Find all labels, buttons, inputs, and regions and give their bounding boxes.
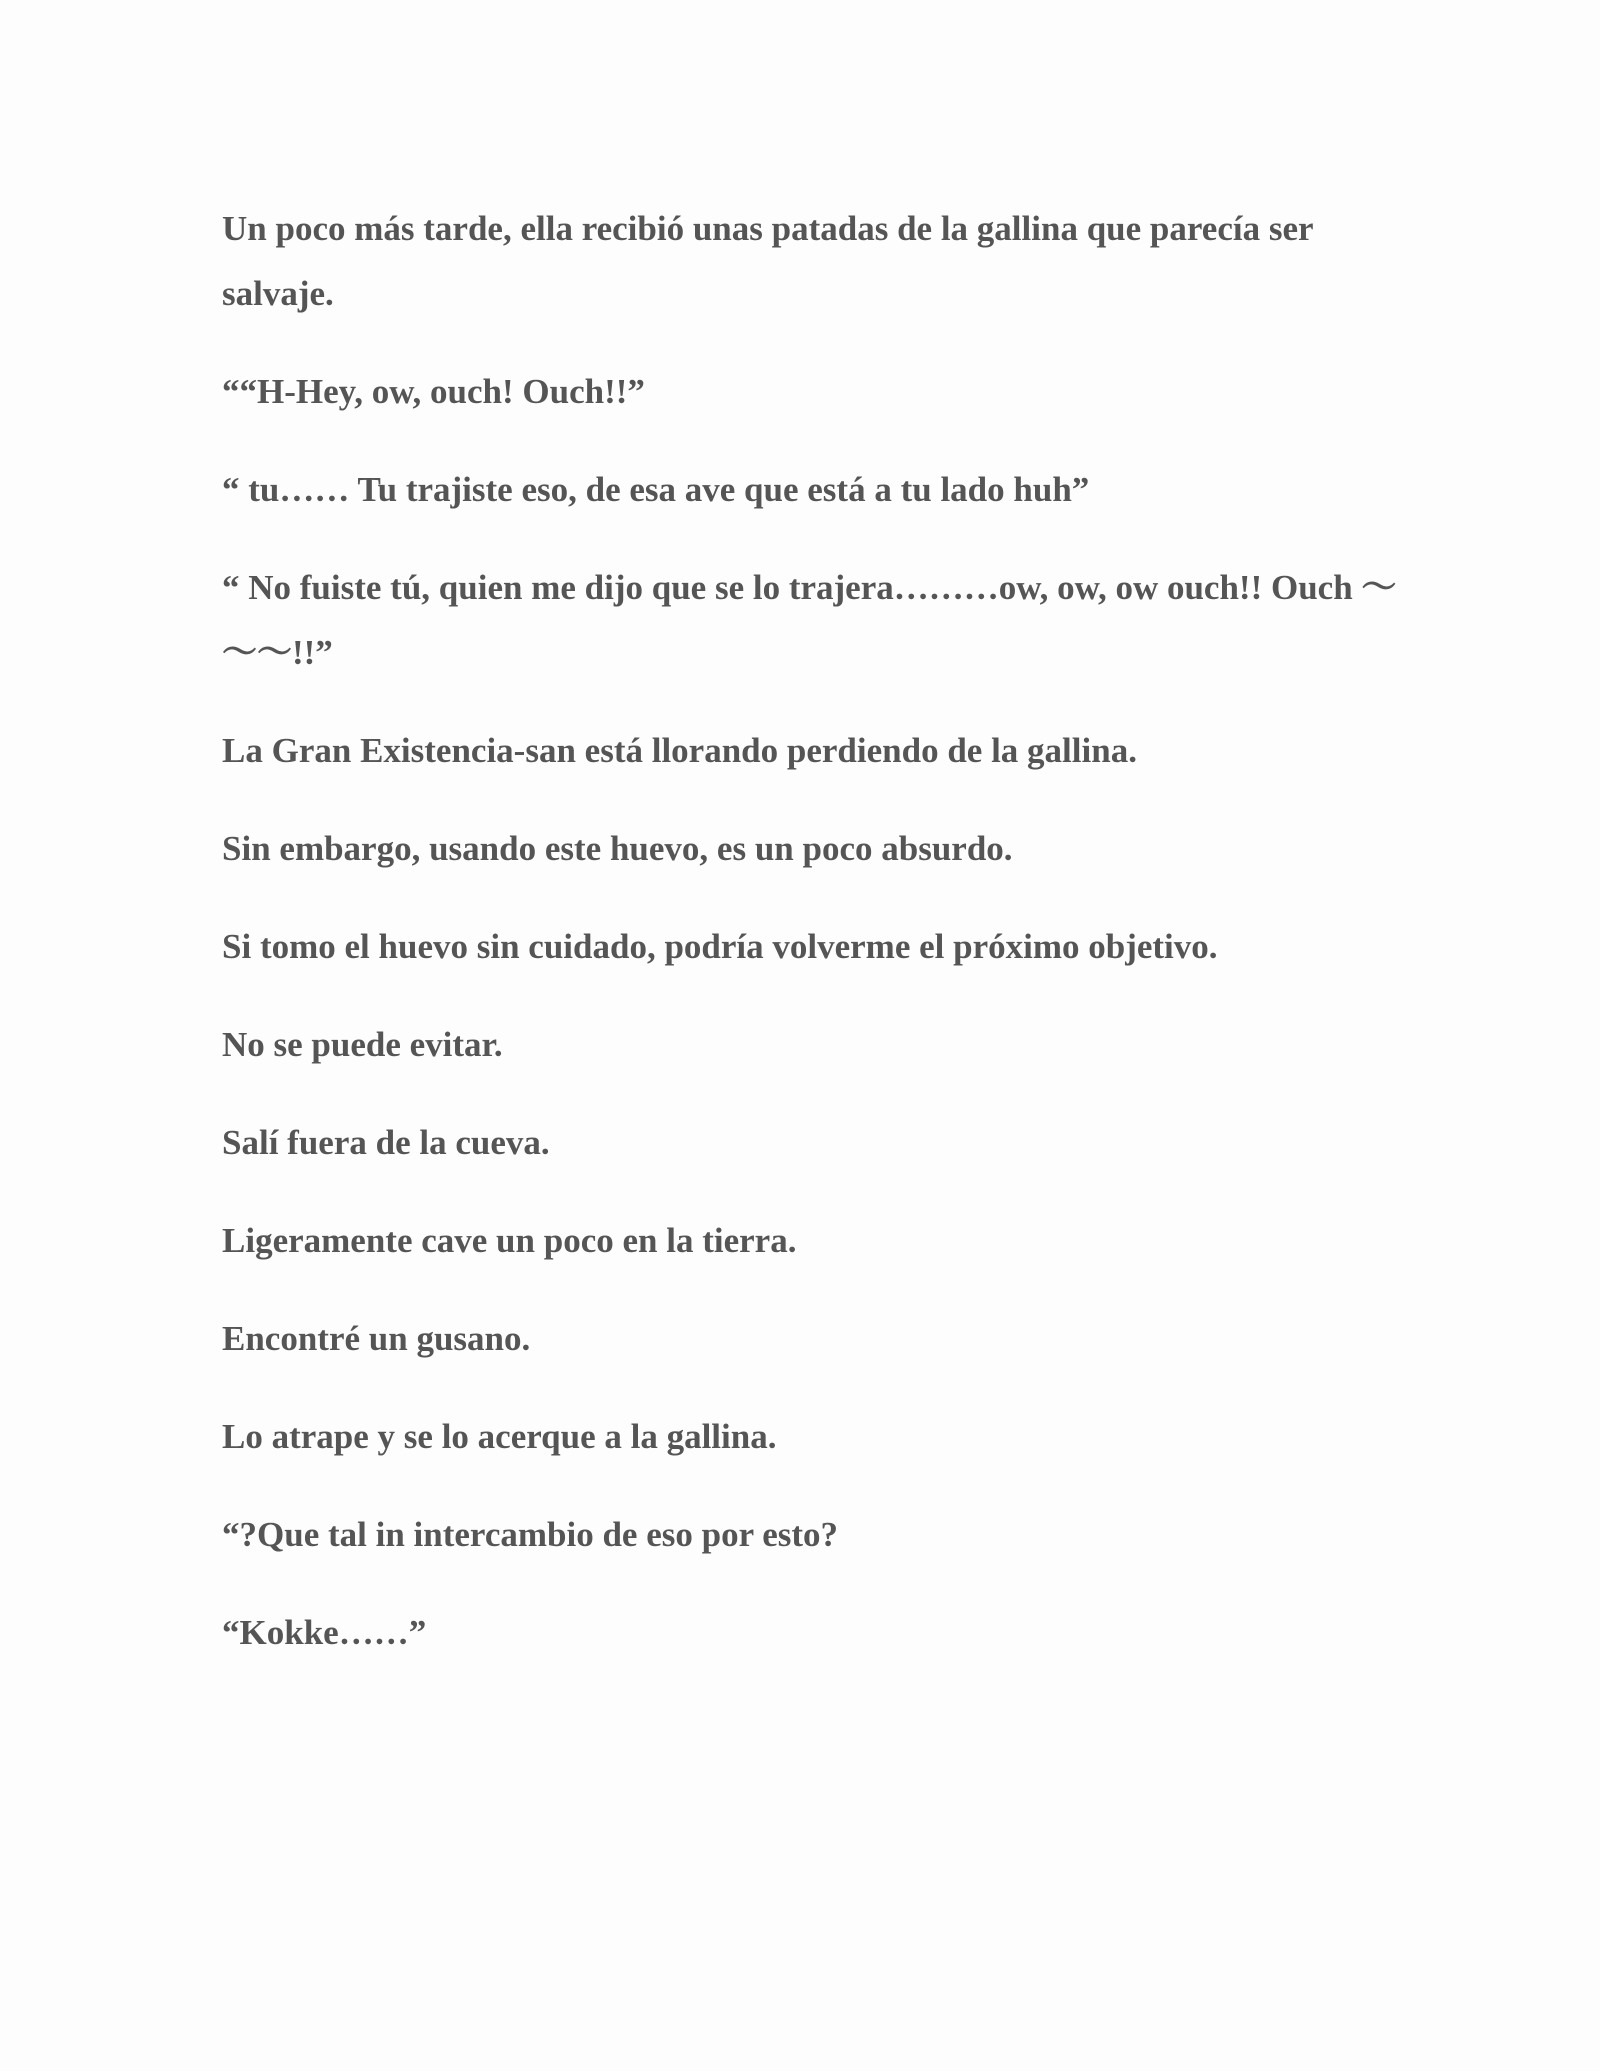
paragraph: La Gran Existencia-san está llorando perdiendo de la gallina. [222,731,1137,770]
paragraph: Ligeramente cave un poco en la tierra. [222,1221,797,1260]
paragraph: Un poco más tarde, ella recibió unas patadas de la gallina que parecía ser salvaje. [222,209,1313,313]
paragraph: “Kokke……” [222,1613,427,1652]
paragraph: Si tomo el huevo sin cuidado, podría volverme el próximo objetivo. [222,927,1218,966]
paragraph: “ No fuiste tú, quien me dijo que se lo trajera………ow, ow, ow ouch!! Ouch ～～～!!” [222,568,1397,672]
paragraph: Salí fuera de la cueva. [222,1123,550,1162]
paragraph: Sin embargo, usando este huevo, es un poco absurdo. [222,829,1013,868]
document-body [222,196,1402,1698]
paragraph: “?Que tal in intercambio de eso por esto? [222,1515,839,1554]
paragraph: Lo atrape y se lo acerque a la gallina. [222,1417,777,1456]
paragraph: ““H-Hey, ow, ouch! Ouch!!” [222,372,645,411]
paragraph: Encontré un gusano. [222,1319,531,1358]
paragraph: “ tu…… Tu trajiste eso, de esa ave que está a tu lado huh” [222,470,1090,509]
paragraph: No se puede evitar. [222,1025,503,1064]
